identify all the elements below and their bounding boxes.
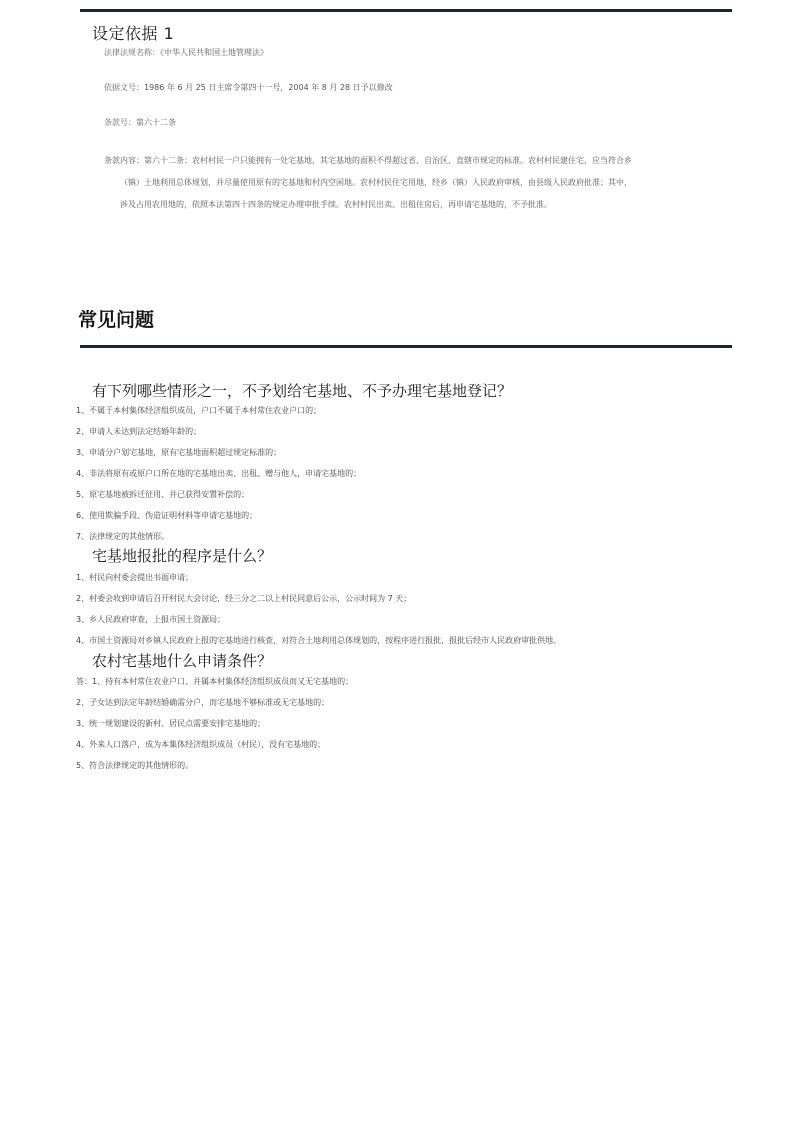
faq-answer-item: 3、统一规划建设的新村、居民点需要安排宅基地的； (76, 719, 266, 728)
faq-answer-item: 7、法律规定的其他情形。 (76, 532, 170, 541)
faq-answer-item: 1、村民向村委会提出书面申请； (76, 573, 194, 582)
faq-answer-item: 答：1、持有本村常住农业户口、并属本村集体经济组织成员而又无宅基地的； (76, 677, 354, 686)
faq-question: 有下列哪些情形之一，不予划给宅基地、不予办理宅基地登记？ (92, 382, 513, 400)
faq-answer-item: 5、原宅基地被拆迁征用、并已获得安置补偿的； (76, 490, 250, 499)
document-number-label: 依据文号： (104, 83, 144, 92)
article-content-label: 条款内容： (104, 156, 144, 165)
law-name-label: 法律法规名称： (104, 48, 160, 57)
article-number-row (104, 117, 176, 128)
faq-answer-item: 4、非法将原有或原户口所在地的宅基地出卖、出租、赠与他人，申请宅基地的； (76, 469, 362, 478)
faq-divider (80, 345, 732, 348)
law-name-row (104, 47, 268, 58)
faq-answer-item: 2、子女达到法定年龄结婚确需分户，而宅基地不够标准或无宅基地的； (76, 698, 330, 707)
article-content-line: （镇）土地利用总体规划，并尽量使用原有的宅基地和村内空闲地。农村村民住宅用地，经乡（镇）人民政府审核，由县级人民政府批准；其中， (120, 178, 632, 187)
document-number-value: 1986 年 6 月 25 日主席令第四十一号，2004 年 8 月 28 日予以修改 (144, 83, 393, 92)
faq-section-title: 常见问题 (78, 309, 155, 331)
basis-title: 设定依据 1 (92, 24, 175, 43)
faq-answer-item: 4、市国土资源局对乡镇人民政府上报的宅基地进行核查，对符合土地利用总体规划的，按程序进行报批，报批后经市人民政府审批供地。 (76, 636, 562, 645)
faq-answer-item: 3、申请分户划宅基地，原有宅基地面积超过规定标准的； (76, 448, 282, 457)
faq-answer-item: 4、外来人口落户，成为本集体经济组织成员（村民），没有宅基地的； (76, 740, 326, 749)
article-number-value: 第六十二条 (136, 118, 176, 127)
faq-answer-item: 5、符合法律规定的其他情形的。 (76, 761, 194, 770)
article-content (104, 150, 694, 216)
faq-answer-item: 1、不属于本村集体经济组织成员，户口不属于本村常住农业户口的； (76, 406, 322, 415)
faq-question: 农村宅基地什么申请条件？ (92, 652, 273, 670)
faq-answer-item: 2、村委会收到申请后召开村民大会讨论，经三分之二以上村民同意后公示，公示时间为 7 天； (76, 594, 412, 603)
faq-answer-item: 3、乡人民政府审查，上报市国土资源局； (76, 615, 226, 624)
document-number-row (104, 82, 393, 93)
article-number-label: 条款号： (104, 118, 136, 127)
law-name-value: 《中华人民共和国土地管理法》 (160, 48, 268, 57)
faq-answer-item: 6、使用欺骗手段、伪造证明材料等申请宅基地的； (76, 511, 258, 520)
article-content-line: 条款内容：第六十二条：农村村民一户只能拥有一处宅基地，其宅基地的面积不得超过省、自治区、直辖市规定的标准。农村村民建住宅，应当符合乡 (104, 156, 632, 165)
faq-question: 宅基地报批的程序是什么？ (92, 547, 273, 565)
faq-answer-item: 2、申请人未达到法定结婚年龄的； (76, 427, 202, 436)
top-divider (80, 9, 732, 12)
article-content-line: 涉及占用农用地的，依照本法第四十四条的规定办理审批手续。农村村民出卖、出租住房后，再申请宅基地的，不予批准。 (120, 200, 552, 209)
